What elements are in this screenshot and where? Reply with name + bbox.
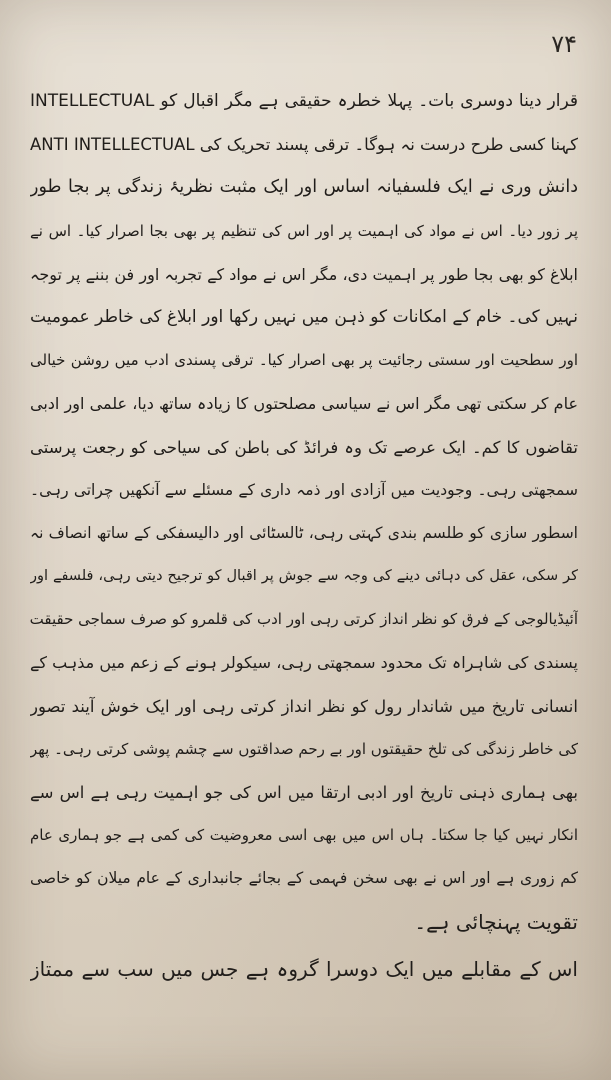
text-line: قرار دینا دوسری بات۔ پہلا خطرہ حقیقی ہے مگر اقبال کو INTELLECTUAL <box>30 91 578 111</box>
text-line: انکار نہیں کیا جا سکتا۔ ہاں اس میں بھی اسی معروضیت کی کمی ہے جو ہماری عام <box>30 826 578 845</box>
text-line: کم زوری ہے اور اس نے بھی سخن فہمی کے بجائے جانبداری کے عام میلان کو خاصی <box>30 869 578 888</box>
text-line: کہنا کسی طرح درست نہ ہوگا۔ ترقی پسند تحریک کی ANTI INTELLECTUAL <box>30 135 578 155</box>
text-line: سمجھتی رہی۔ وجودیت میں آزادی اور ذمہ داری کے مسئلے سے آنکھیں چراتی رہی۔ <box>30 480 578 499</box>
text-line: تقاضوں کا کم۔ ایک عرصے تک وہ فرائڈ کی باطن کی سیاحی کو رجعت پرستی <box>30 437 578 457</box>
text-line: بھی ہماری ذہنی تاریخ اور ادبی ارتقا میں اس کی جو اہمیت رہی ہے اس سے <box>30 783 578 802</box>
text-line: کی خاطر زندگی کی تلخ حقیقتوں اور بے رحم صداقتوں سے چشم پوشی کرتی رہی۔ پھر <box>30 739 578 758</box>
text-line: کر سکی، عقل کی دہائی دینے کی وجہ سے جوش پر اقبال کو ترجیح دیتی رہی، فلسفے اور <box>30 568 578 585</box>
text-line: نہیں کی۔ خام کے امکانات کو ذہن میں نہیں رکھا اور ابلاغ کی خاطر عمومیت <box>30 306 578 327</box>
text-line: تقویت پہنچائی ہے۔ <box>414 909 578 934</box>
text-line: دانش وری نے ایک فلسفیانہ اساس اور ایک مثبت نظریۂ زندگی پر بجا طور <box>30 177 578 198</box>
text-line: اور سطحیت اور سستی رجائیت پر بھی اصرار کیا۔ ترقی پسندی ادب میں روشن خیالی <box>30 351 578 370</box>
body-text <box>30 80 578 991</box>
text-line: عام کر سکتی تھی مگر اس نے سیاسی مصلحتوں کا زیادہ ساتھ دیا، علمی اور ادبی <box>30 394 578 414</box>
text-line: پر زور دیا۔ اس نے مواد کی اہمیت پر اور اس کی تنظیم پر بھی بجا اصرار کیا۔ اس نے <box>30 221 578 240</box>
page-number: ۷۴ <box>551 30 577 58</box>
text-line: انسانی تاریخ میں شاندار رول کو نظر انداز کرتی رہی اور ایک خوش آیند تصور <box>30 696 578 716</box>
text-line: اسطور سازی کو طلسم بندی کہتی رہی، ٹالسٹائی اور دالیسفکی کے ساتھ انصاف نہ <box>30 523 578 542</box>
text-line: ابلاغ کو بھی بجا طور پر اہمیت دی، مگر اس نے مواد کے تجربہ اور فن بننے پر توجہ <box>30 264 578 284</box>
text-line: اس کے مقابلے میں ایک دوسرا گروہ ہے جس میں سب سے ممتاز <box>30 956 578 981</box>
text-line: پسندی کی شاہراہ تک محدود سمجھتی رہی، سیکولر ہونے کے زعم میں مذہب کے <box>30 653 578 673</box>
text-line: آئیڈیالوجی کے فرق کو نظر انداز کرتی رہی اور ادب کی قلمرو کو صرف سماجی حقیقت <box>30 610 578 629</box>
